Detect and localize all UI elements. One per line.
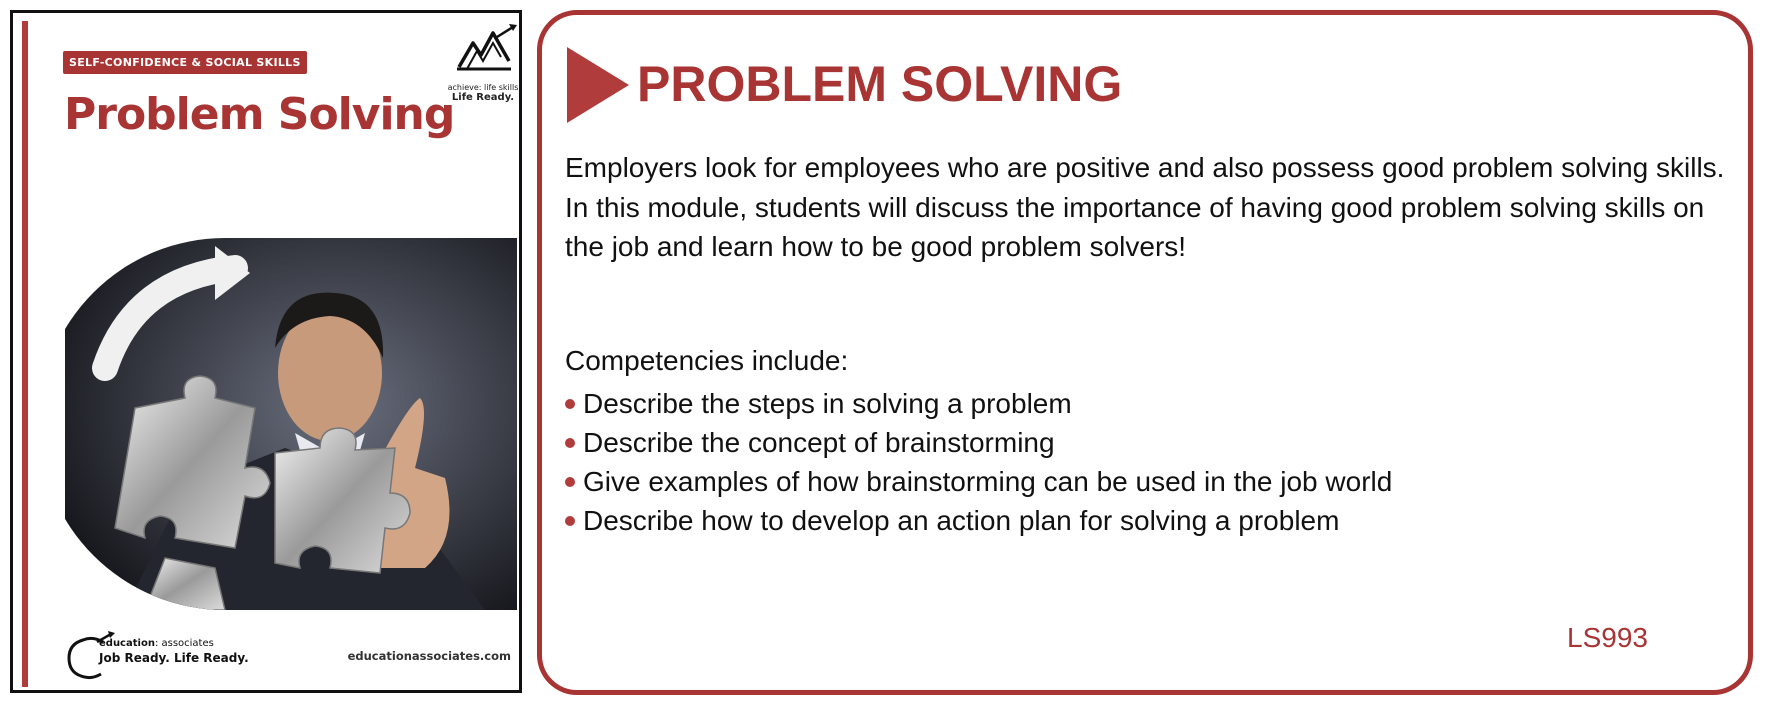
panel-title: PROBLEM SOLVING	[637, 56, 1123, 112]
product-cover	[10, 10, 522, 693]
cover-website-url: educationassociates.com	[347, 649, 511, 663]
cover-title: Problem Solving	[64, 89, 455, 140]
competency-text: Give examples of how brainstorming can be used in the job world	[583, 466, 1393, 497]
competency-text: Describe the steps in solving a problem	[583, 388, 1072, 419]
cover-logo-text	[99, 636, 249, 666]
bullet-icon	[565, 399, 575, 409]
module-description: Employers look for employees who are positive and also possess good problem solving skills. In this module, students will discuss the importance of having good problem solving skills on the job and learn how to be good problem solvers!	[565, 152, 1725, 262]
mountain-icon	[453, 21, 522, 79]
bullet-icon	[565, 438, 575, 448]
cover-accent-stripe	[22, 21, 28, 687]
bullet-icon	[565, 516, 575, 526]
competency-text: Describe the concept of brainstorming	[583, 427, 1055, 458]
list-item	[565, 423, 1392, 462]
competencies-heading: Competencies include:	[565, 345, 849, 376]
product-code: LS993	[1567, 622, 1648, 653]
bullet-icon	[565, 477, 575, 487]
competencies-list	[565, 384, 1392, 540]
competency-text: Describe how to develop an action plan for solving a problem	[583, 505, 1340, 536]
brand-line-1: achieve: life skills	[447, 83, 519, 92]
person-with-puzzle-pieces-image	[65, 238, 517, 610]
logo-brand-rest: : associates	[154, 638, 214, 649]
description-panel	[537, 10, 1753, 695]
cover-brand-text	[443, 83, 522, 103]
list-item	[565, 384, 1392, 423]
logo-tagline: Job Ready. Life Ready.	[99, 651, 249, 665]
list-item	[565, 462, 1392, 501]
brand-line-2: Life Ready.	[451, 92, 515, 103]
list-item	[565, 501, 1392, 540]
play-triangle-icon	[567, 47, 629, 123]
cover-category-badge: SELF-CONFIDENCE & SOCIAL SKILLS	[63, 51, 307, 74]
logo-brand-bold: education	[99, 638, 155, 649]
